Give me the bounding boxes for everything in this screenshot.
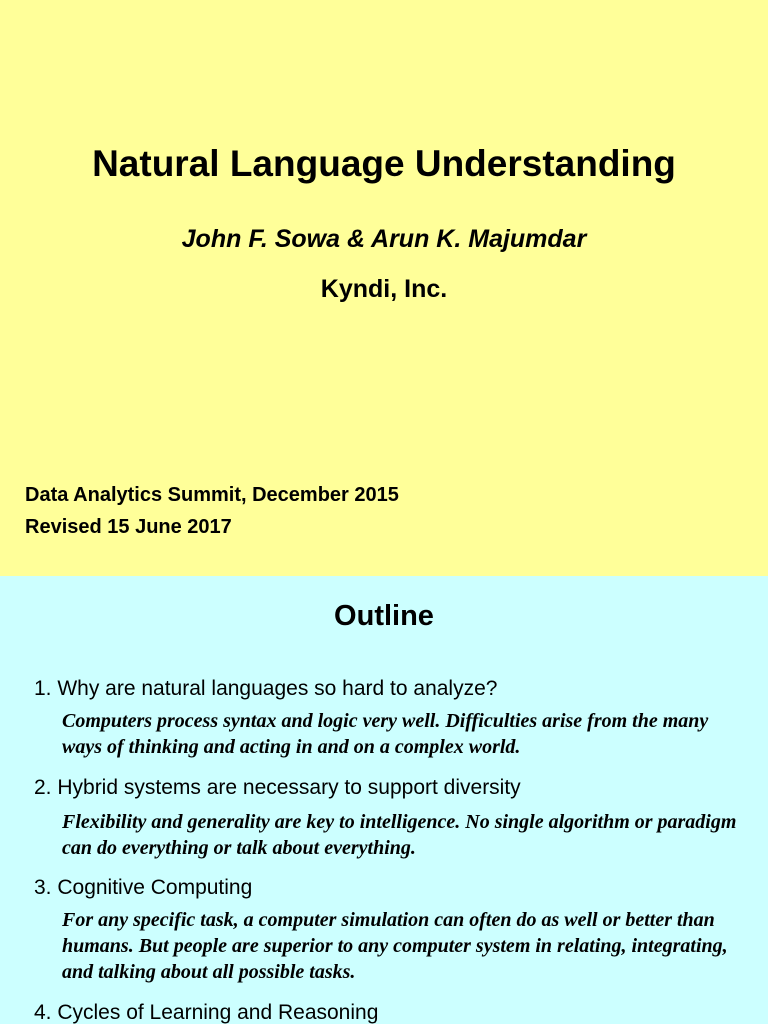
authors: John F. Sowa & Arun K. Majumdar: [181, 225, 587, 253]
outline-slide: [0, 576, 768, 1024]
outline-item-1-description: Computers process syntax and logic very well. Difficulties arise from the many ways of thinking and acting in and on a complex world.: [62, 710, 709, 758]
company-name: Kyndi, Inc.: [320, 275, 448, 303]
outline-item-1-heading: 1. Why are natural languages so hard to analyze?: [34, 677, 498, 700]
outline-item-3-description: For any specific task, a computer simulation can often do as well or better than humans. But people are superior to any computer system in relating, integrating, and talking about all possible tasks.: [62, 909, 728, 983]
revision-line: Revised 15 June 2017: [25, 516, 232, 538]
outline-item-3-heading: 3. Cognitive Computing: [34, 876, 253, 899]
outline-item-4-heading: 4. Cycles of Learning and Reasoning: [34, 1001, 379, 1024]
outline-title: Outline: [334, 600, 434, 632]
outline-item-2-description: Flexibility and generality are key to intelligence. No single algorithm or paradigm can do everything or talk about everything.: [62, 811, 737, 859]
outline-item-2-heading: 2. Hybrid systems are necessary to support diversity: [34, 776, 521, 799]
event-line: Data Analytics Summit, December 2015: [25, 484, 399, 506]
slide-title: Natural Language Understanding: [92, 143, 676, 184]
